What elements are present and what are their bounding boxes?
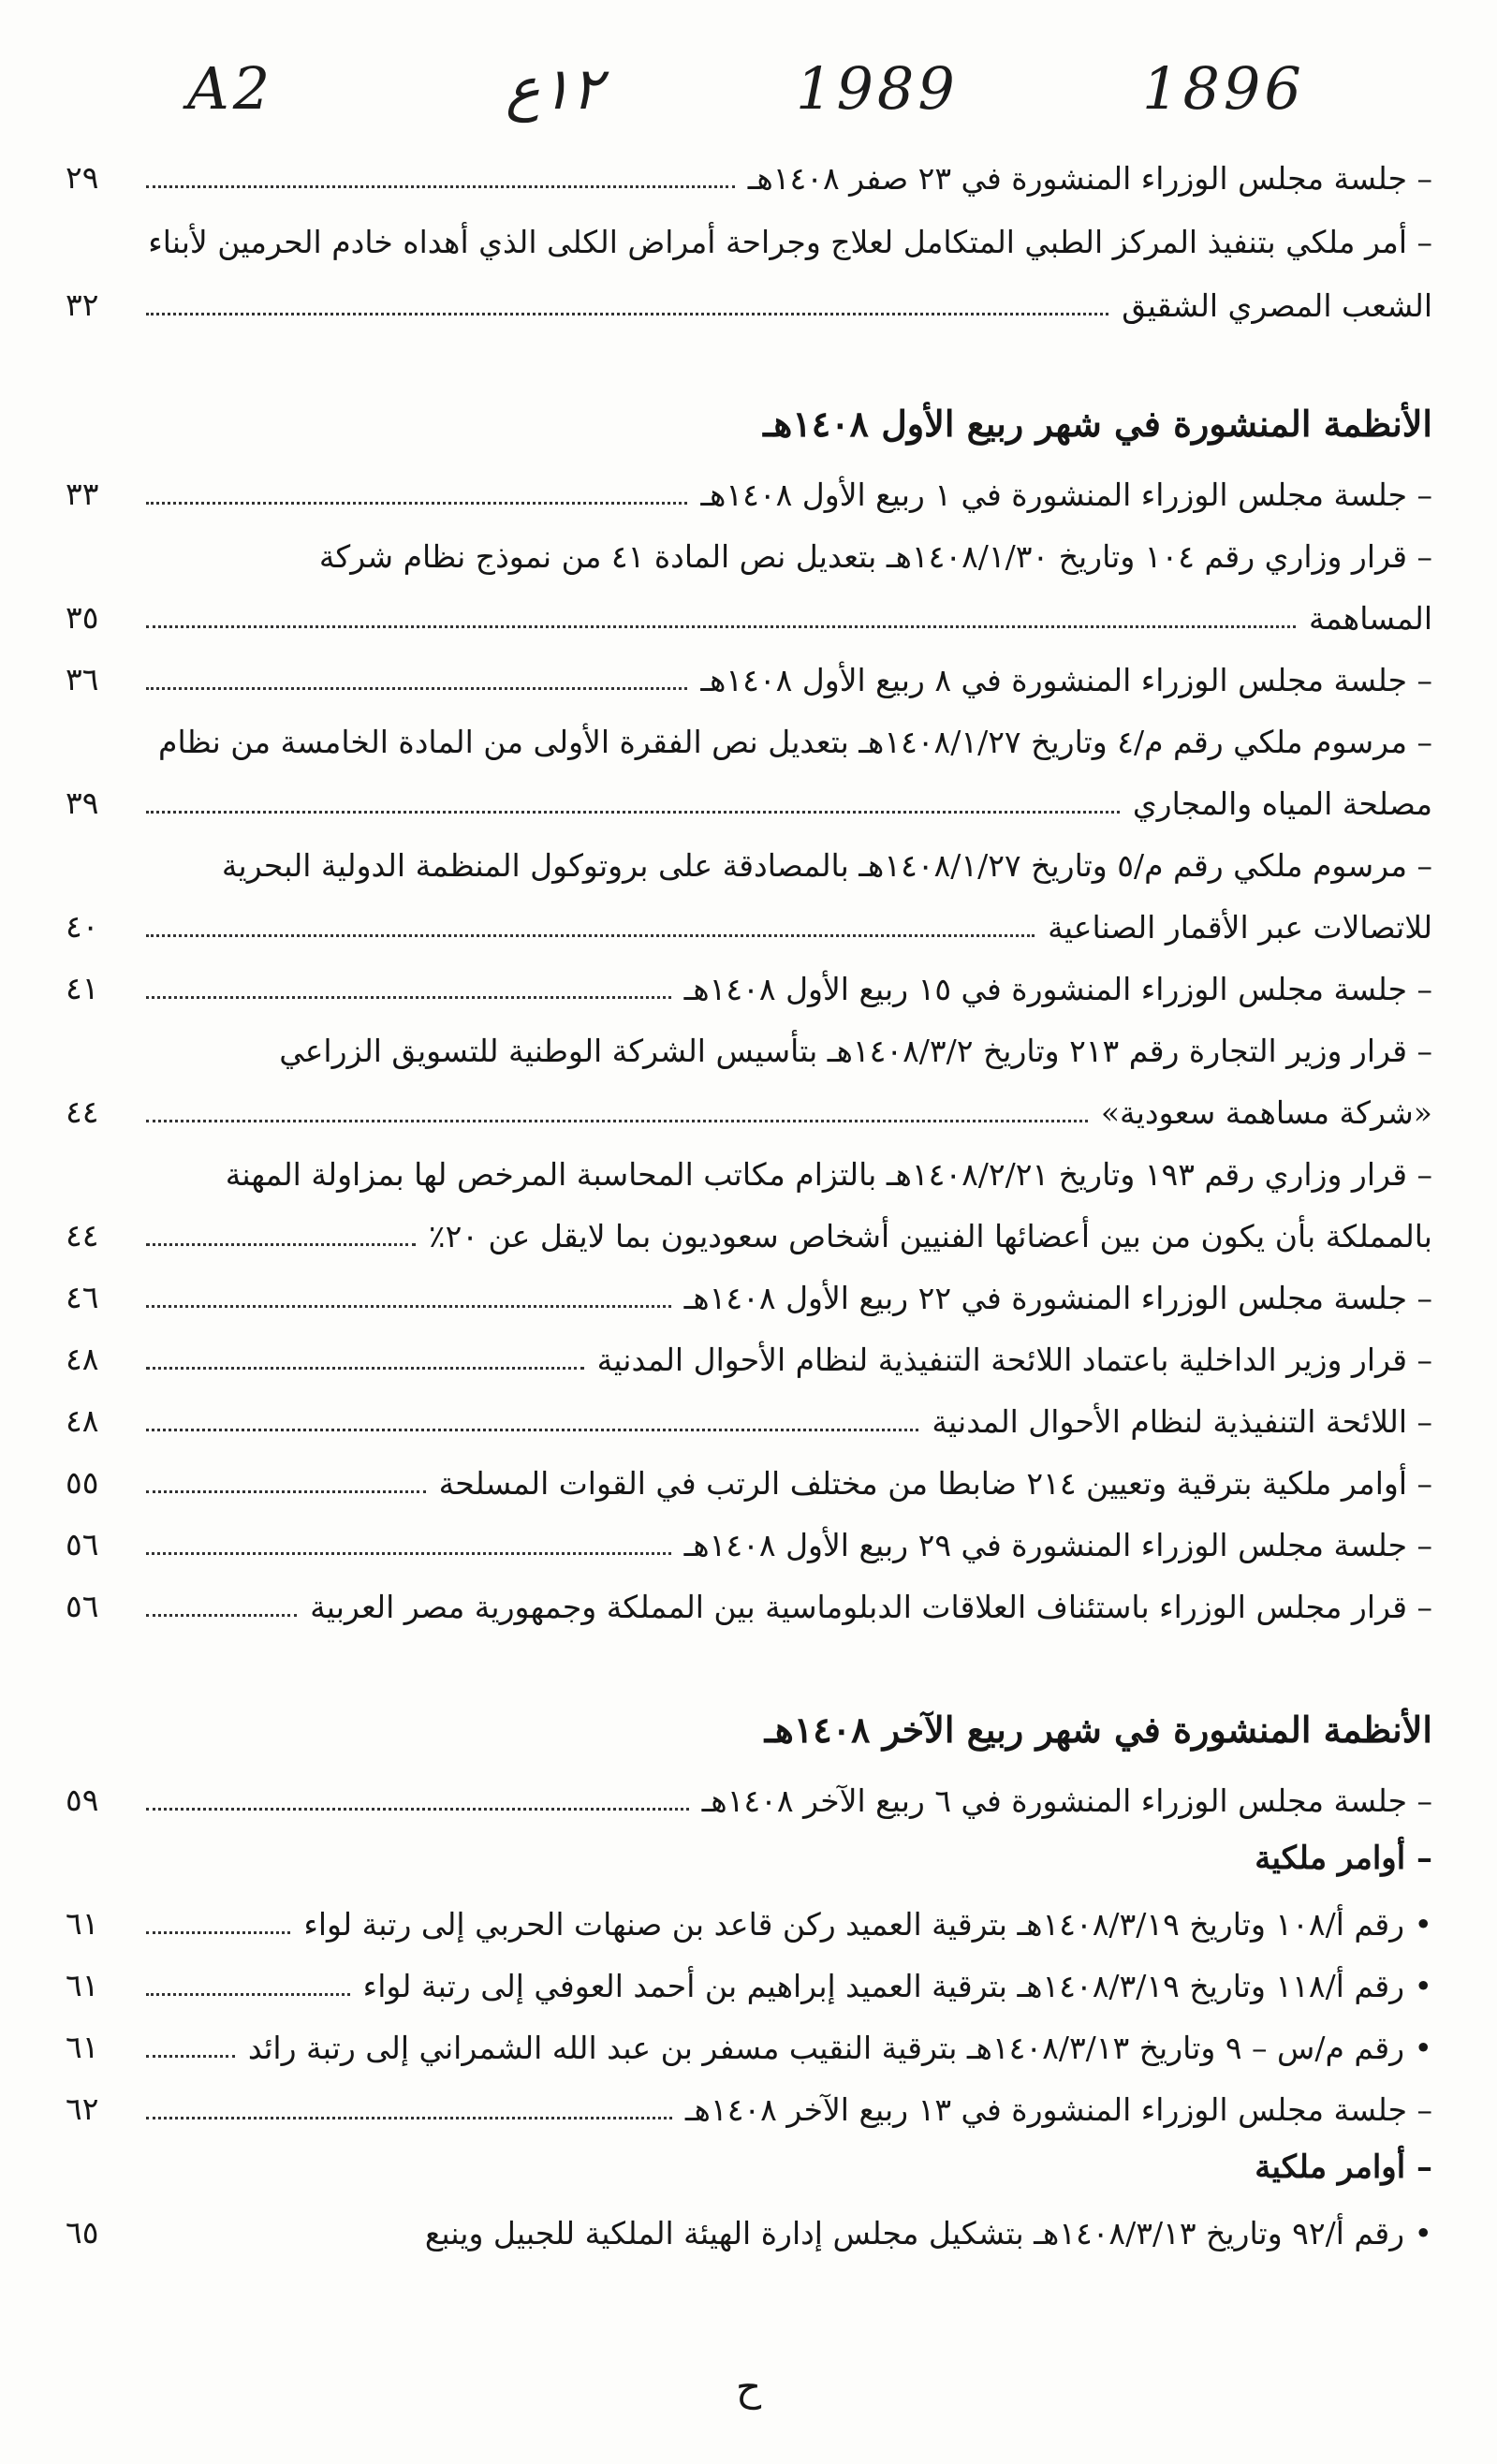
page-number: ٢٩ [66, 159, 99, 196]
toc-row [66, 713, 1432, 770]
entry-title: – جلسة مجلس الوزراء المنشورة في ٦ ربيع الآخر ١٤٠٨هـ [701, 1782, 1432, 1819]
dot-leader [146, 996, 671, 999]
handwritten-year: 1989 [796, 54, 959, 123]
entry-title: – جلسة مجلس الوزراء المنشورة في ٢٩ ربيع الأول ١٤٠٨هـ [683, 1526, 1432, 1563]
page-number: ٤٤ [66, 1093, 99, 1130]
section-heading: الأنظمة المنشورة في شهر ربيع الآخر ١٤٠٨هـ [764, 1709, 1432, 1751]
toc-row [66, 1578, 1432, 1635]
toc-row [66, 2205, 1432, 2261]
toc-row [66, 1393, 1432, 1449]
toc-row [66, 837, 1432, 893]
bullet-entry: • رقم م/س – ٩ وتاريخ ١٤٠٨/٣/١٣هـ بترقية النقيب مسفر بن عبد الله الشمراني إلى رتبة رائد [247, 2029, 1432, 2066]
page-number: ٦١ [66, 1967, 99, 2003]
toc-row [66, 1146, 1432, 1202]
page-number: ٥٦ [66, 1526, 99, 1562]
entry-title: – أوامر ملكية بترقية وتعيين ٢١٤ ضابطا من مختلف الرتب في القوات المسلحة [438, 1464, 1432, 1502]
toc-row [66, 590, 1432, 646]
dot-leader [146, 1367, 584, 1370]
page-number: ٤٨ [66, 1341, 99, 1377]
entry-continuation: مصلحة المياه والمجاري [1132, 785, 1432, 822]
entry-title: – مرسوم ملكي رقم م/٥ وتاريخ ١٤٠٨/١/٢٧هـ بالمصادقة على بروتوكول المنظمة الدولية البحرية [221, 846, 1432, 884]
page-number: ٥٩ [66, 1782, 99, 1818]
entry-title: – قرار وزير التجارة رقم ٢١٣ وتاريخ ١٤٠٨/٣/٢هـ بتأسيس الشركة الوطنية للتسويق الزراعي [279, 1032, 1432, 1069]
toc-row [66, 1958, 1432, 2014]
toc-row [66, 466, 1432, 522]
entry-continuation: الشعب المصري الشقيق [1122, 286, 1432, 324]
dot-leader [146, 2055, 235, 2058]
dot-leader [146, 313, 1108, 315]
dot-leader [146, 1429, 918, 1431]
bullet-entry: • رقم أ/١١٨ وتاريخ ١٤٠٨/٣/١٩هـ بترقية العميد إبراهيم بن أحمد العوفي إلى رتبة لواء [362, 1967, 1432, 2004]
entry-title: – قرار وزير الداخلية باعتماد اللائحة التنفيذية لنظام الأحوال المدنية [596, 1341, 1432, 1378]
dot-leader [146, 502, 687, 505]
entry-title: – مرسوم ملكي رقم م/٤ وتاريخ ١٤٠٨/١/٢٧هـ بتعديل نص الفقرة الأولى من المادة الخامسة من نظام [158, 723, 1432, 760]
page-number: ٤٨ [66, 1402, 99, 1439]
dot-leader [146, 1614, 297, 1617]
toc-row [66, 1896, 1432, 1952]
entry-title: – قرار وزاري رقم ١٠٤ وتاريخ ١٤٠٨/١/٣٠هـ بتعديل نص المادة ٤١ من نموذج نظام شركة [318, 537, 1432, 575]
dot-leader [146, 1993, 350, 1996]
bullet-entry: • رقم أ/٩٢ وتاريخ ١٤٠٨/٣/١٣هـ بتشكيل مجلس إدارة الهيئة الملكية للجبيل وينبع [424, 2214, 1432, 2251]
handwritten-code: ١٢ع [506, 54, 603, 123]
page-number: ٥٦ [66, 1588, 99, 1624]
dot-leader [146, 185, 735, 188]
toc-row [66, 1517, 1432, 1573]
toc-row [66, 652, 1432, 708]
entry-title: – قرار مجلس الوزراء باستئناف العلاقات الدبلوماسية بين المملكة وجمهورية مصر العربية [310, 1588, 1432, 1625]
toc-row [66, 213, 1432, 270]
dot-leader [146, 1552, 671, 1555]
page-number: ٦٢ [66, 2090, 99, 2127]
page-number: ٣٣ [66, 476, 99, 512]
entry-continuation: المساهمة [1309, 599, 1432, 637]
page-footer-letter: ح [735, 2364, 762, 2410]
handwritten-number: 1896 [1142, 54, 1305, 123]
page-number: ٤٦ [66, 1279, 99, 1315]
toc-row [66, 1022, 1432, 1078]
dot-leader [146, 625, 1296, 628]
entry-title: – جلسة مجلس الوزراء المنشورة في ١٥ ربيع الأول ١٤٠٨هـ [683, 970, 1432, 1007]
toc-row [66, 1269, 1432, 1326]
page-number: ٦١ [66, 2029, 99, 2065]
page-number: ٣٥ [66, 599, 99, 636]
toc-row [66, 775, 1432, 831]
toc-row [66, 1208, 1432, 1264]
handwritten-ref: A2 [187, 54, 274, 123]
page-number: ٣٢ [66, 286, 99, 323]
dot-leader [146, 811, 1120, 814]
entry-title: – جلسة مجلس الوزراء المنشورة في ١ ربيع الأول ١٤٠٨هـ [700, 476, 1432, 513]
dot-leader [146, 1305, 671, 1308]
entry-title: – اللائحة التنفيذية لنظام الأحوال المدنية [932, 1402, 1432, 1440]
subsection-heading: – أوامر ملكية [1255, 2149, 1432, 2186]
page-number: ٤٤ [66, 1217, 99, 1254]
page-number: ٥٥ [66, 1464, 99, 1501]
dot-leader [146, 1490, 426, 1493]
page-number: ٣٦ [66, 661, 99, 697]
subsection-heading: – أوامر ملكية [1255, 1840, 1432, 1877]
entry-title: – جلسة مجلس الوزراء المنشورة في ٢٢ ربيع الأول ١٤٠٨هـ [683, 1279, 1432, 1316]
entry-title: – أمر ملكي بتنفيذ المركز الطبي المتكامل لعلاج وجراحة أمراض الكلى الذي أهداه خادم الحرمين لأبناء [148, 223, 1432, 260]
dot-leader [146, 1243, 416, 1246]
page-number: ٦٥ [66, 2214, 99, 2251]
entry-title: – جلسة مجلس الوزراء المنشورة في ٨ ربيع الأول ١٤٠٨هـ [700, 661, 1432, 698]
page-number: ٣٩ [66, 785, 99, 821]
toc-row [66, 277, 1432, 333]
page-number: ٦١ [66, 1905, 99, 1942]
dot-leader [146, 1931, 290, 1934]
toc-row [66, 899, 1432, 955]
entry-continuation: للاتصالات عبر الأقمار الصناعية [1048, 908, 1432, 946]
section-heading: الأنظمة المنشورة في شهر ربيع الأول ١٤٠٨هـ [763, 403, 1432, 445]
toc-row [66, 1772, 1432, 1828]
toc-row [66, 1455, 1432, 1511]
bullet-entry: • رقم أ/١٠٨ وتاريخ ١٤٠٨/٣/١٩هـ بترقية العميد ركن قاعد بن صنهات الحربي إلى رتبة لواء [303, 1905, 1432, 1943]
dot-leader [146, 1808, 689, 1811]
toc-row [66, 1331, 1432, 1387]
dot-leader [146, 2117, 672, 2119]
toc-row [66, 528, 1432, 584]
entry-title: – جلسة مجلس الوزراء المنشورة في ١٣ ربيع الآخر ١٤٠٨هـ [684, 2090, 1432, 2128]
entry-title: – جلسة مجلس الوزراء المنشورة في ٢٣ صفر ١٤٠٨هـ [747, 159, 1432, 197]
toc-row [66, 1084, 1432, 1140]
dot-leader [146, 934, 1035, 937]
toc-row [66, 961, 1432, 1017]
toc-row [66, 2019, 1432, 2075]
dot-leader [146, 687, 687, 690]
entry-continuation: بالمملكة بأن يكون من بين أعضائها الفنيين أشخاص سعوديون بما لايقل عن ٢٠٪ [428, 1217, 1432, 1254]
toc-row [66, 2081, 1432, 2137]
page-number: ٤١ [66, 970, 99, 1006]
entry-title: – قرار وزاري رقم ١٩٣ وتاريخ ١٤٠٨/٢/٢١هـ بالتزام مكاتب المحاسبة المرخص لها بمزاولة المهنة [225, 1155, 1432, 1193]
entry-continuation: «شركة مساهمة سعودية» [1100, 1093, 1432, 1131]
toc-row [66, 150, 1432, 206]
dot-leader [146, 1120, 1088, 1122]
page-number: ٤٠ [66, 908, 99, 945]
